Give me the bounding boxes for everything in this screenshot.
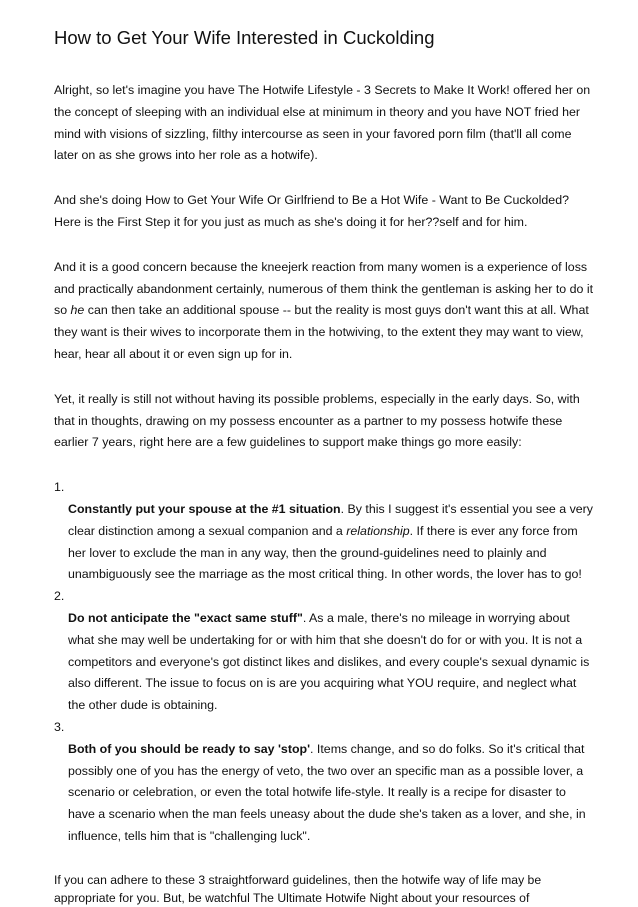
guideline-item-2	[54, 586, 594, 717]
paragraph-concern-emphasis: he	[70, 303, 85, 318]
paragraph-concern-text-1: And it is a good concern because the kneejerk reaction from many women is a experience of loss and practically abandonment certainly, numerous of them think the gentleman is asking her to do it so	[54, 259, 594, 318]
guideline-body	[54, 608, 594, 717]
guideline-item-3	[54, 717, 594, 848]
guideline-heading: Constantly put your spouse at the #1 situation	[68, 501, 341, 516]
page-title: How to Get Your Wife Interested in Cuckolding	[54, 27, 435, 48]
guideline-emphasis: relationship	[346, 523, 410, 538]
guideline-heading: Do not anticipate the "exact same stuff"	[68, 610, 303, 625]
paragraph-concern	[54, 257, 594, 366]
guideline-number: 3.	[54, 719, 65, 734]
guideline-text-1: . By this I suggest it's essential you see a very clear distinction among a sexual companion and a	[68, 501, 593, 538]
paragraph-closing: If you can adhere to these 3 straightforward guidelines, then the hotwife way of life may be appropriate for you. But, be watchful The Ultimate Hotwife Night about your resources of	[54, 872, 542, 905]
guideline-text-1: . Items change, and so do folks. So it's critical that possibly one of you has the energy of veto, the two over an specific man as a possible lover, a scenario or celebration, or even the total hotwife life-style. It really is a recipe for disaster to have a scenario when the man feels uneasy about the dude she's taken as a lover, and she, in influence, tells him that is "challenging luck".	[68, 741, 586, 843]
guideline-item-1	[54, 477, 594, 586]
paragraph-first-step: And she's doing How to Get Your Wife Or Girlfriend to Be a Hot Wife - Want to Be Cuckolded? Here is the First Step it for you just as much as she's doing it for her??self and for him.	[54, 193, 569, 229]
guideline-number: 1.	[54, 480, 65, 495]
guideline-heading: Both of you should be ready to say 'stop'	[68, 741, 311, 756]
guideline-text-2: . If there is ever any force from her lover to exclude the man in any way, then the ground-guidelines need to plainly and unambiguously see the marriage as the most critical thing. In other words, the lover has to go!	[68, 523, 582, 582]
guideline-body	[54, 739, 594, 848]
guidelines-list	[54, 477, 594, 848]
guideline-text-1: . As a male, there's no mileage in worrying about what she may well be undertaking for or with him that she doesn't do for or with you. It is not a competitors and everyone's got distinct likes and dislikes, and every couple's sexual dynamic is also different. The issue to focus on is are you acquiring what YOU require, and neglect what the other dude is obtaining.	[68, 610, 590, 713]
paragraph-problems: Yet, it really is still not without having its possible problems, especially in the early days. So, with that in thoughts, drawing on my possess encounter as a partner to my possess hotwife these earlier 7 years, right here are a few guidelines to support make things go more easily:	[54, 391, 580, 450]
paragraph-intro: Alright, so let's imagine you have The Hotwife Lifestyle - 3 Secrets to Make It Work! offered her on the concept of sleeping with an individual else at minimum in theory and you have NOT fried her mind with visions of sizzling, filthy intercourse as seen in your favored porn film (that'll all come later on as she grows into her role as a hotwife).	[54, 83, 591, 163]
guideline-number: 2.	[54, 589, 65, 604]
paragraph-concern-text-2: can then take an additional spouse -- but the reality is most guys don't want this at all. What they want is their wives to incorporate them in the hotwiving, to the extent they may want to view, hear, hear all about it or even sign up for in.	[54, 303, 589, 361]
guideline-body	[54, 499, 594, 586]
